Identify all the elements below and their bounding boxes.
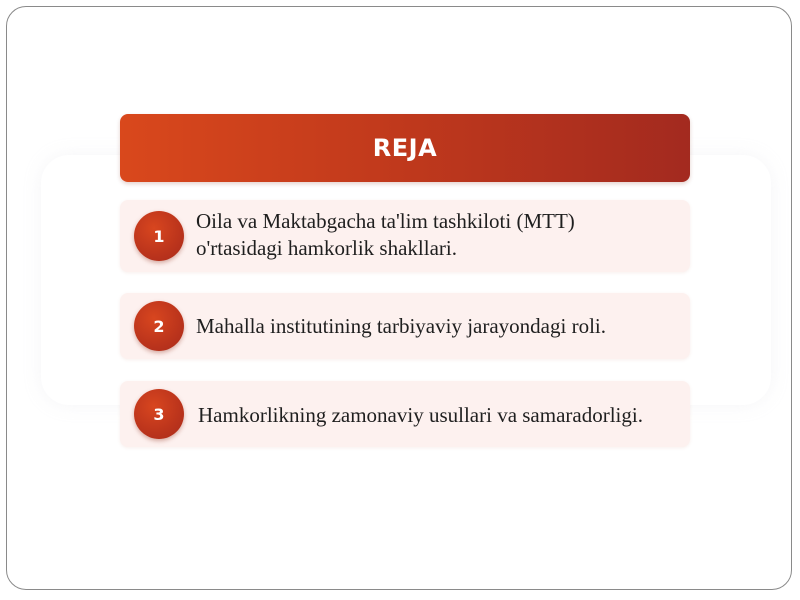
slide-title: REJA — [372, 134, 438, 162]
plan-item-3-text: Hamkorlikning zamonaviy usullari va samaradorligi. — [198, 403, 643, 427]
item-number-badge-1: 1 — [134, 211, 184, 261]
title-bar — [120, 114, 690, 182]
plan-item-3 — [120, 381, 690, 447]
plan-item-2-text: Mahalla institutining tarbiyaviy jarayondagi roli. — [196, 314, 606, 338]
plan-item-1-line-1: Oila va Maktabgacha ta'lim tashkiloti (MTT) — [196, 209, 575, 233]
plan-item-1-line-2: o'rtasidagi hamkorlik shakllari. — [196, 236, 457, 260]
plan-item-1 — [120, 200, 690, 272]
item-number-badge-3: 3 — [134, 389, 184, 439]
slide-backdrop-panel — [41, 155, 771, 405]
plan-item-1-text — [196, 208, 676, 262]
item-number-badge-2: 2 — [134, 301, 184, 351]
plan-item-2 — [120, 293, 690, 359]
slide — [6, 6, 792, 590]
